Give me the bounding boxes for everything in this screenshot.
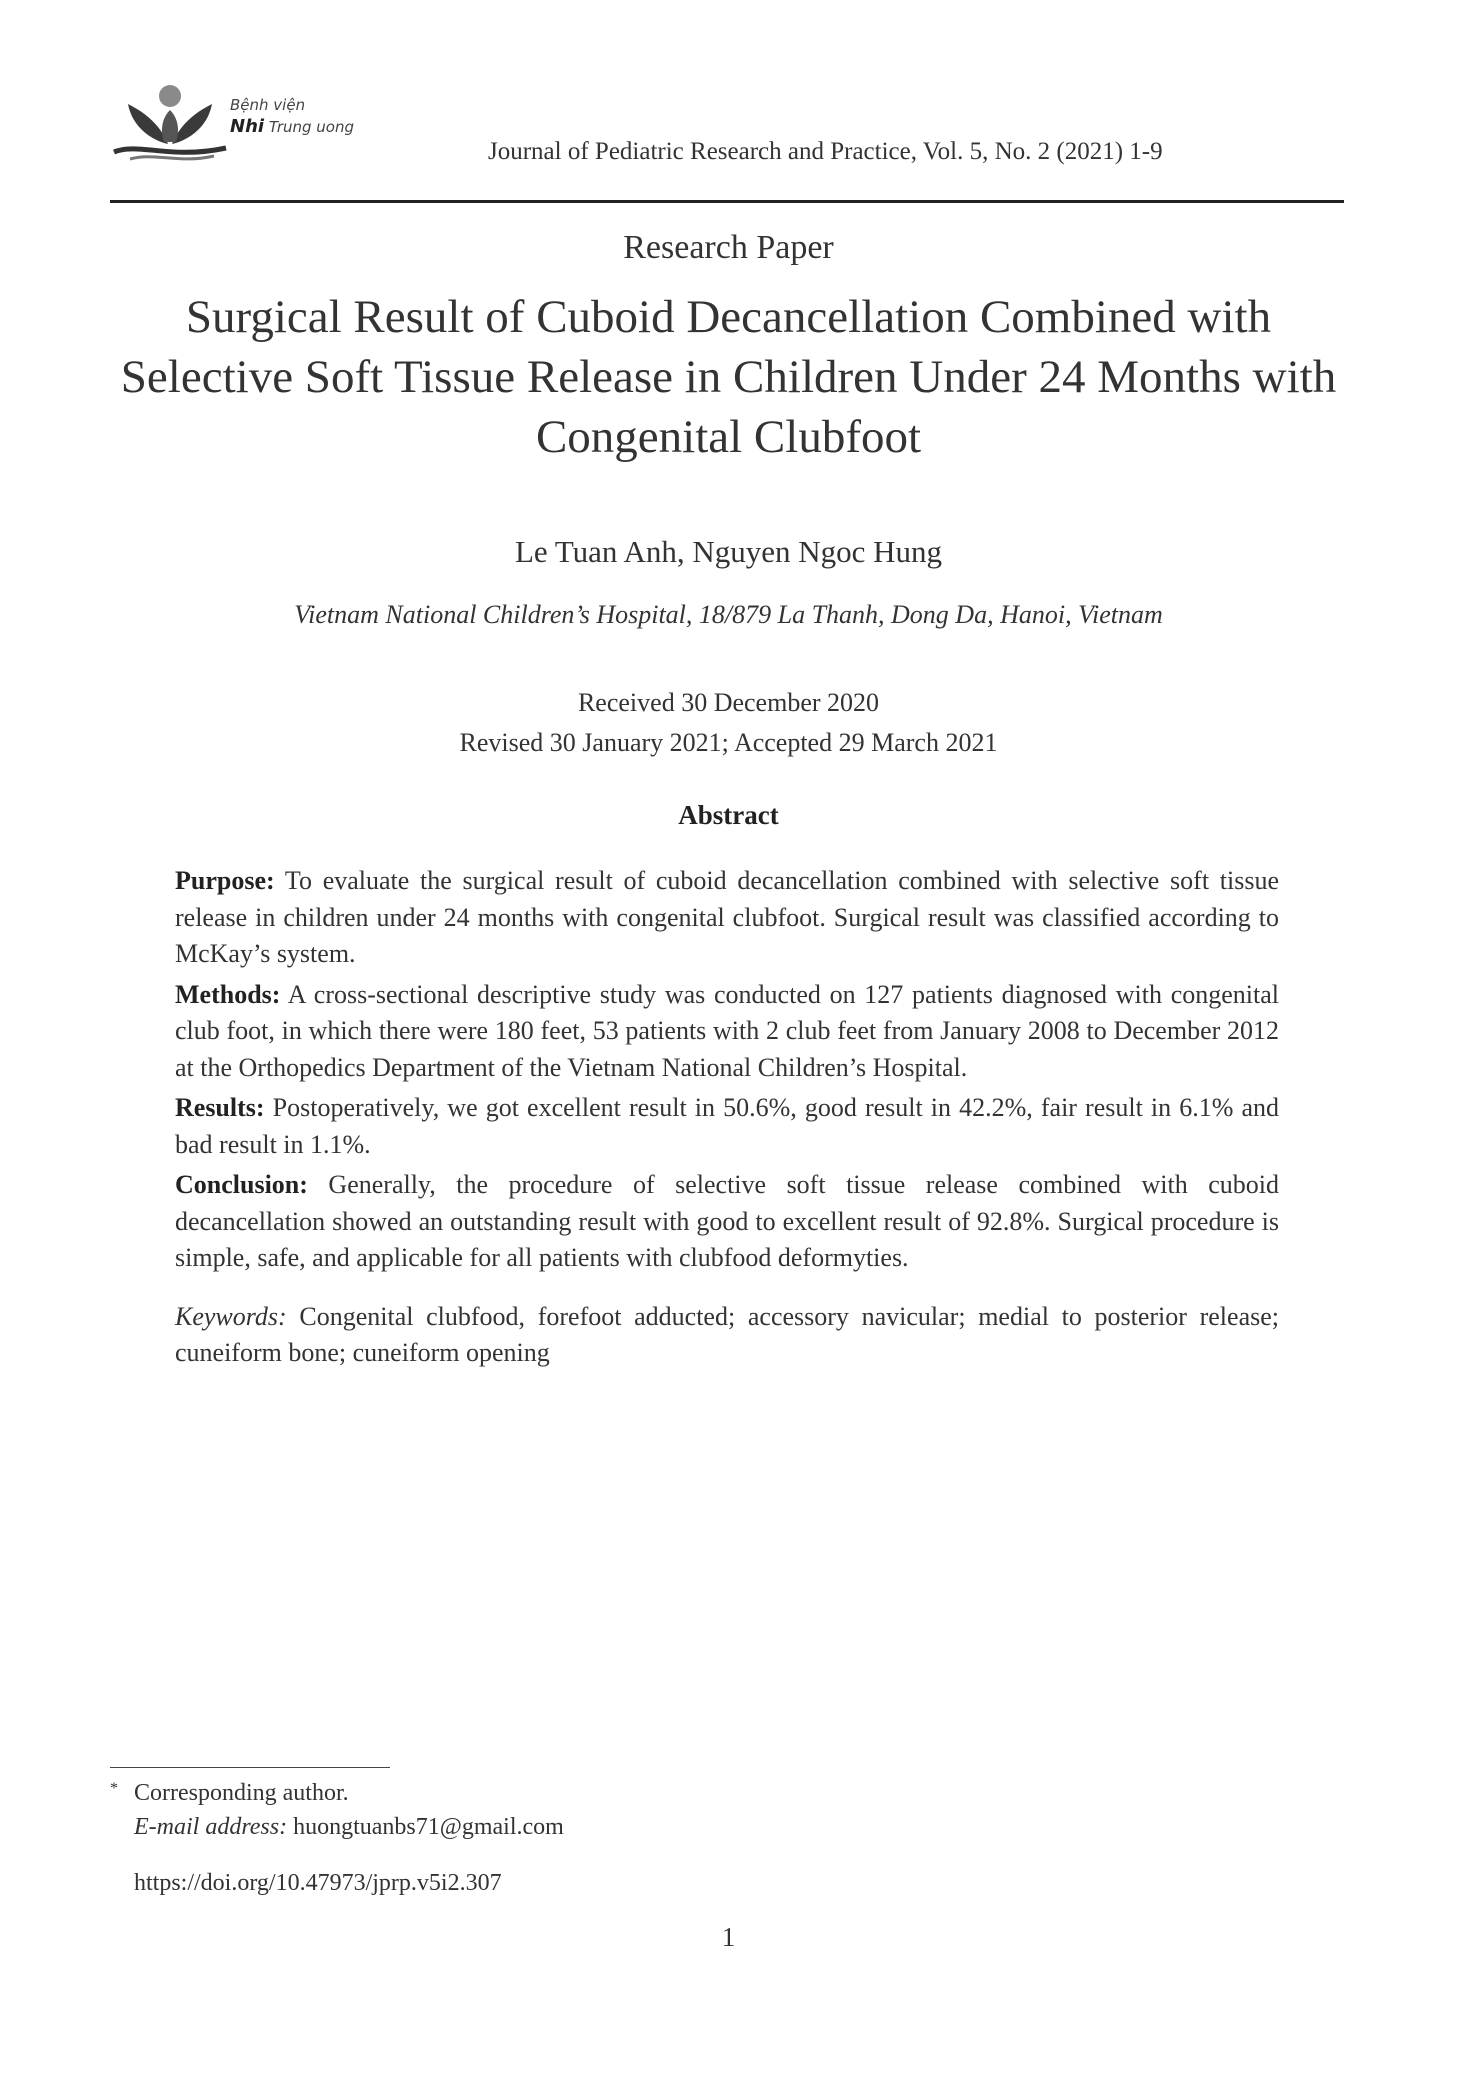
conclusion-text: Generally, the procedure of selective soft tissue release combined with cuboid decancellation showed an outstanding result with good to excellent result of 92.8%. Surgical procedure is simple, safe, and applicable for all patients with clubfood deformyties.: [175, 1170, 1279, 1272]
page-number: 1: [721, 1922, 736, 1952]
purpose-text: To evaluate the surgical result of cuboid decancellation combined with selective soft tissue release in children under 24 months with congenital clubfoot. Surgical result was classified according to McKay’s system.: [175, 866, 1279, 968]
footnote: [110, 1776, 564, 1844]
results-text: Postoperatively, we got excellent result in 50.6%, good result in 42.2%, fair result in 6.1% and bad result in 1.1%.: [175, 1093, 1279, 1159]
results-label: Results:: [175, 1093, 265, 1122]
abstract-methods: [175, 977, 1279, 1087]
affiliation: Vietnam National Children’s Hospital, 18/879 La Thanh, Dong Da, Hanoi, Vietnam: [294, 600, 1163, 629]
abstract-heading: Abstract: [678, 800, 779, 830]
title-line-3: Congenital Clubfoot: [535, 411, 922, 463]
journal-citation: Journal of Pediatric Research and Practice, Vol. 5, No. 2 (2021) 1-9: [488, 138, 1163, 165]
article-type: Research Paper: [623, 229, 834, 266]
hospital-logo: [110, 82, 370, 172]
corresponding-author: Corresponding author.: [134, 1780, 349, 1806]
logo-text-line1: Bệnh viện: [230, 96, 306, 114]
abstract-conclusion: [175, 1167, 1279, 1277]
footnote-marker: *: [110, 1780, 118, 1797]
received-date: Received 30 December 2020: [577, 688, 880, 717]
header-rule: [110, 200, 1344, 203]
methods-text: A cross-sectional descriptive study was conducted on 127 patients diagnosed with congenital club foot, in which there were 180 feet, 53 patients with 2 club feet from January 2008 to December 2012 at the Orthopedics Department of the Vietnam National Children’s Hospital.: [175, 979, 1279, 1082]
title-line-2: Selective Soft Tissue Release in Children Under 24 Months with: [120, 351, 1337, 403]
conclusion-label: Conclusion:: [175, 1170, 308, 1199]
logo-text-line2: [230, 116, 354, 137]
logo-emblem-icon: [110, 82, 230, 162]
article-dates: [0, 683, 1457, 763]
article-title: [0, 287, 1457, 467]
doi-link[interactable]: https://doi.org/10.47973/jprp.v5i2.307: [134, 1870, 502, 1896]
logo-text-rest: Trung uong: [264, 118, 355, 136]
revised-accepted-date: Revised 30 January 2021; Accepted 29 March 2021: [459, 728, 998, 757]
title-line-1: Surgical Result of Cuboid Decancellation Combined with: [185, 291, 1272, 343]
purpose-label: Purpose:: [175, 866, 275, 895]
footnote-rule: [110, 1767, 390, 1768]
abstract-body: [175, 863, 1279, 1376]
abstract-purpose: [175, 863, 1279, 973]
methods-label: Methods:: [175, 979, 281, 1009]
logo-text-bold: Nhi: [230, 116, 265, 137]
author-list: Le Tuan Anh, Nguyen Ngoc Hung: [514, 534, 943, 569]
email-address[interactable]: huongtuanbs71@gmail.com: [287, 1814, 564, 1840]
keywords-text: Congenital clubfood, forefoot adducted; accessory navicular; medial to posterior release; cuneiform bone; cuneiform opening: [175, 1301, 1279, 1367]
email-label: E-mail address:: [134, 1814, 288, 1840]
keywords-label: Keywords:: [175, 1301, 287, 1331]
keywords: [175, 1299, 1279, 1372]
email-line: [110, 1810, 564, 1844]
abstract-results: [175, 1090, 1279, 1163]
